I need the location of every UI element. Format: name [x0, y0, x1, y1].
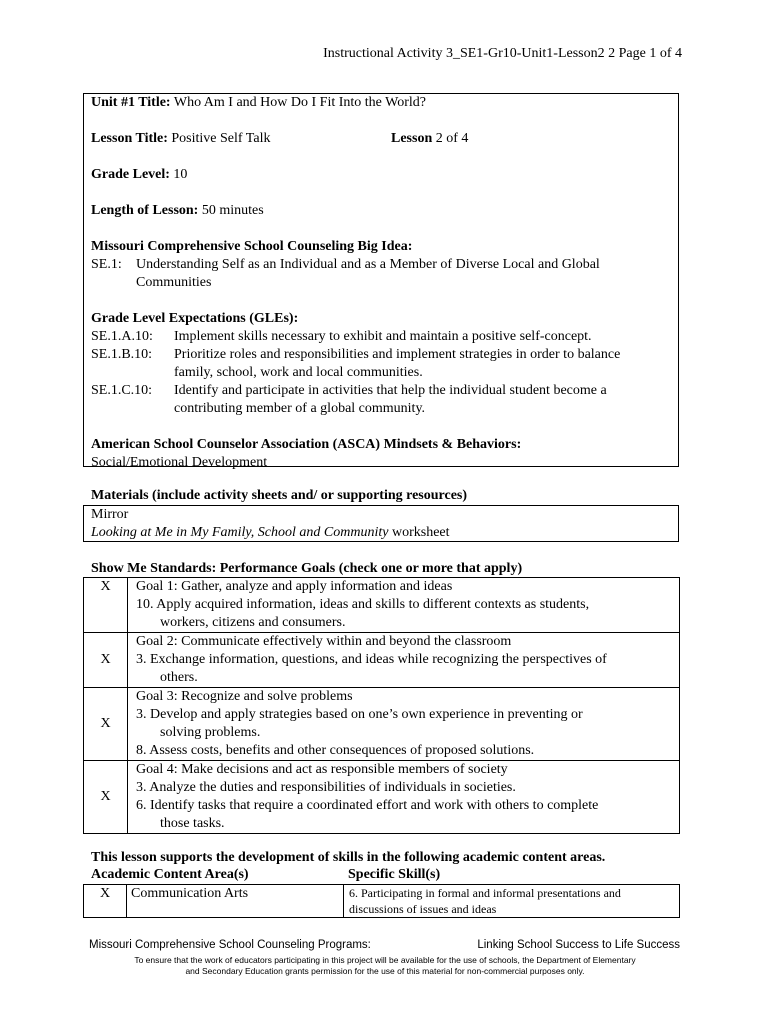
academic-skill-line: 6. Participating in formal and informal presentations and: [349, 886, 621, 900]
academic-col-skill: Specific Skill(s): [348, 867, 441, 882]
unit-title-value: Who Am I and How Do I Fit Into the World?: [173, 95, 426, 110]
gle-code: SE.1.C.10:: [91, 383, 153, 398]
lesson-length-value: 50 minutes: [201, 203, 264, 218]
gle-code: SE.1.B.10:: [91, 347, 153, 362]
academic-skill: [344, 885, 680, 918]
academic-intro: This lesson supports the development of skills in the following academic content areas.: [91, 850, 606, 865]
lesson-title-value: Positive Self Talk: [171, 131, 271, 146]
academic-col-area: Academic Content Area(s): [91, 867, 249, 882]
gle-text: Implement skills necessary to exhibit and maintain a positive self-concept.: [174, 329, 592, 344]
show-me-label: Show Me Standards: Performance Goals (check one or more that apply): [91, 561, 523, 576]
lesson-title-label: Lesson Title:: [91, 131, 168, 146]
goal-check: X: [84, 578, 128, 633]
goal-item-cont: workers, citizens and consumers.: [160, 615, 346, 630]
materials-item: Mirror: [91, 507, 129, 522]
unit-title-label: Unit #1 Title:: [91, 95, 171, 110]
big-idea-label: Missouri Comprehensive School Counseling Big Idea:: [91, 239, 413, 254]
goal-item: 8. Assess costs, benefits and other consequences of proposed solutions.: [136, 743, 535, 758]
goal-cell: [128, 633, 680, 688]
goal-check: X: [84, 688, 128, 761]
gle-text: Identify and participate in activities that help the individual student become a: [174, 383, 607, 398]
footer-note-2: and Secondary Education grants permission for the use of this material for non-commercial purposes only.: [185, 966, 585, 976]
page-header: Instructional Activity 3_SE1-Gr10-Unit1-Lesson2 2 Page 1 of 4: [323, 46, 682, 61]
unit-title-row: [91, 94, 426, 112]
footer-note-1: To ensure that the work of educators participating in this project will be available for the use of schools, the Department of Elementary: [134, 955, 636, 965]
performance-goals-table: [83, 577, 680, 834]
gle-code: SE.1.A.10:: [91, 329, 153, 344]
materials-label: Materials (include activity sheets and/ or supporting resources): [91, 488, 468, 503]
materials-box: [83, 505, 679, 542]
lesson-length-row: [91, 202, 264, 220]
worksheet-suffix: worksheet: [388, 525, 450, 540]
lesson-title-row: [91, 130, 270, 148]
lesson-number-row: [391, 130, 468, 148]
goal-item: 3. Analyze the duties and responsibilities of individuals in societies.: [136, 780, 516, 795]
goal-item: 6. Identify tasks that require a coordinated effort and work with others to complete: [136, 798, 599, 813]
goal-title: Goal 4: Make decisions and act as responsible members of society: [136, 762, 508, 777]
asca-value: Social/Emotional Development: [91, 455, 268, 470]
materials-item: [91, 524, 450, 542]
academic-area: Communication Arts: [127, 885, 344, 918]
big-idea-text-2: Communities: [136, 275, 212, 290]
goal-check: X: [84, 761, 128, 834]
gle-text: family, school, work and local communities.: [174, 365, 423, 380]
grade-level-row: [91, 166, 187, 184]
big-idea-code: SE.1:: [91, 257, 122, 272]
goal-row: [84, 688, 680, 761]
lesson-length-label: Length of Lesson:: [91, 203, 199, 218]
goal-row: [84, 578, 680, 633]
goal-item: 3. Exchange information, questions, and ideas while recognizing the perspectives of: [136, 652, 607, 667]
goal-item: 3. Develop and apply strategies based on one’s own experience in preventing or: [136, 707, 583, 722]
academic-row: [84, 885, 680, 918]
gles-label: Grade Level Expectations (GLEs):: [91, 311, 299, 326]
goal-item-cont: solving problems.: [160, 725, 261, 740]
worksheet-title: Looking at Me in My Family, School and Community: [91, 525, 389, 540]
goal-title: Goal 1: Gather, analyze and apply information and ideas: [136, 579, 453, 594]
grade-level-value: 10: [173, 167, 188, 182]
lesson-info-box: [83, 93, 679, 470]
goal-check: X: [84, 633, 128, 688]
goal-item: 10. Apply acquired information, ideas and skills to different contexts as students,: [136, 597, 590, 612]
goal-cell: [128, 761, 680, 834]
lesson-number-label: Lesson: [391, 131, 433, 146]
goal-title: Goal 3: Recognize and solve problems: [136, 689, 353, 704]
academic-skill-line: discussions of issues and ideas: [349, 902, 497, 916]
goal-row: [84, 633, 680, 688]
goal-cell: [128, 578, 680, 633]
goal-title: Goal 2: Communicate effectively within and beyond the classroom: [136, 634, 512, 649]
gle-text: contributing member of a global community.: [174, 401, 426, 416]
goal-item-cont: others.: [160, 670, 198, 685]
goal-cell: [128, 688, 680, 761]
academic-table: [83, 884, 680, 918]
asca-label: American School Counselor Association (ASCA) Mindsets & Behaviors:: [91, 437, 522, 452]
footer-right: Linking School Success to Life Success: [477, 939, 680, 951]
gle-text: Prioritize roles and responsibilities and implement strategies in order to balance: [174, 347, 621, 362]
lesson-number-value: 2 of 4: [435, 131, 469, 146]
goal-item-cont: those tasks.: [160, 816, 225, 831]
footer-left: Missouri Comprehensive School Counseling Programs:: [89, 939, 371, 951]
academic-check: X: [84, 885, 127, 918]
grade-level-label: Grade Level:: [91, 167, 170, 182]
big-idea-text-1: Understanding Self as an Individual and as a Member of Diverse Local and Global: [136, 257, 600, 272]
goal-row: [84, 761, 680, 834]
